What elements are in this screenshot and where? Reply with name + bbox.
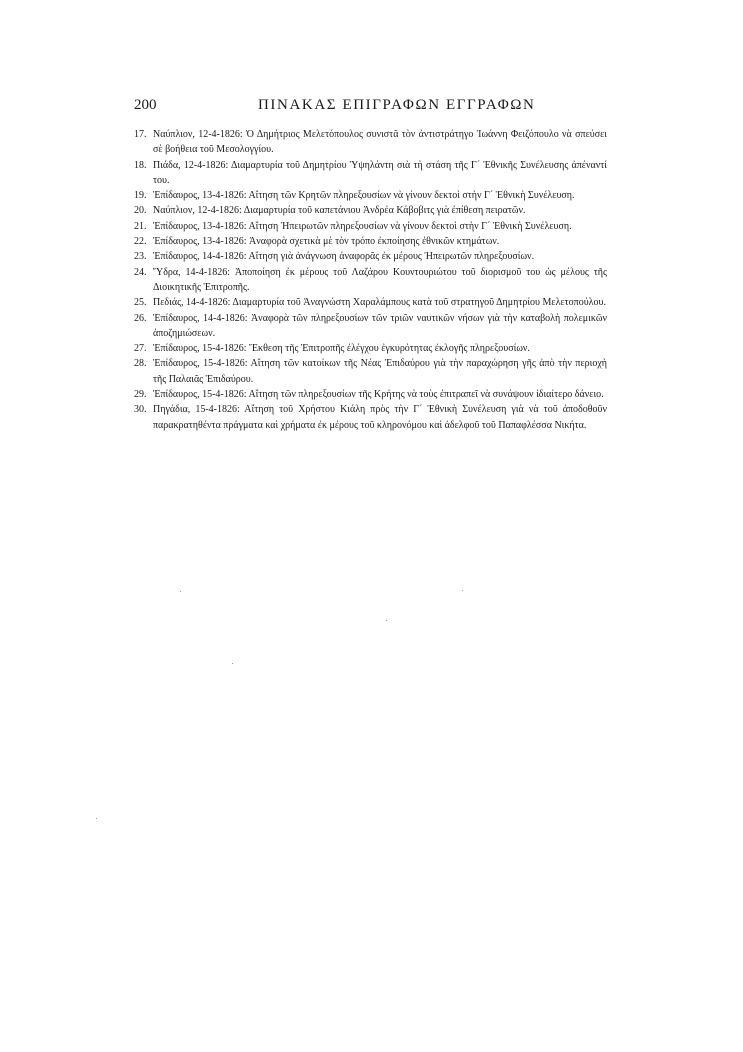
scan-speck bbox=[232, 663, 233, 664]
entry-number: 29. bbox=[134, 389, 147, 401]
entry-number: 28. bbox=[134, 358, 147, 370]
index-entry-28 bbox=[134, 356, 607, 387]
entry-text: Ναύπλιον, 12-4-1826: Ὁ Δημήτριος Μελετόπουλος συνιστᾶ τὸν ἀντιστράτηγο Ἰωάννη Φειζόπουλο νὰ σπεύσει σὲ βοήθεια τοῦ Μεσολογγίου. bbox=[153, 129, 607, 156]
index-entry-22 bbox=[134, 234, 607, 249]
entry-number: 18. bbox=[134, 159, 147, 171]
page-header bbox=[134, 97, 607, 119]
scan-speck bbox=[180, 591, 181, 592]
entry-text: Ἐπίδαυρος, 13-4-1826: Αἴτηση τῶν Κρητῶν πληρεξουσίων νὰ γίνουν δεκτοὶ στὴν Γ´ Ἐθνικὴ Συνέλευση. bbox=[153, 190, 575, 202]
running-title: ΠΙΝΑΚΑΣ ΕΠΙΓΡΑΦΩΝ ΕΓΓΡΑΦΩΝ bbox=[258, 97, 536, 113]
index-entry-21 bbox=[134, 219, 607, 234]
index-entry-29 bbox=[134, 387, 607, 402]
entry-text: Ἐπίδαυρος, 15-4-1826: Αἴτηση τῶν πληρεξουσίων τῆς Κρήτης νὰ τοὺς ἐπιτραπεῖ νὰ συνάψουν ἰδιαίτερο δάνειο. bbox=[153, 389, 604, 401]
entry-text: Ἐπίδαυρος, 14-4-1826: Ἀναφορὰ τῶν πληρεξουσίων τῶν τριῶν ναυτικῶν νήσων γιὰ τὴν καταβολὴ πολεμικῶν ἀποζημιώσεων. bbox=[153, 312, 607, 339]
entry-text: Ἐπίδαυρος, 15-4-1826: Ἔκθεση τῆς Ἐπιτροπῆς ἐλέγχου ἐγκυρότητας ἐκλογῆς πληρεξουσίων. bbox=[153, 343, 530, 355]
entry-number: 19. bbox=[134, 190, 147, 202]
entry-text: Ὕδρα, 14-4-1826: Ἀποποίηση ἐκ μέρους τοῦ Λαζάρου Κουντουριώτου τοῦ διορισμοῦ του ὡς μέλους τῆς Διοικητικῆς Ἐπιτροπῆς. bbox=[153, 266, 607, 293]
entry-text: Πηγάδια, 15-4-1826: Αἴτηση τοῦ Χρήστου Κιάλη πρὸς τὴν Γ´ Ἐθνικὴ Συνέλευση γιὰ νὰ τοῦ ἀποδοθοῦν παρακρατηθέντα πράγματα καὶ χρήματα ἐκ μέρους τοῦ κληρονόμου καὶ ἀδελφοῦ τοῦ Παπαφλέσσα Νικήτα. bbox=[153, 404, 607, 431]
entry-text: Πεδιάς, 14-4-1826: Διαμαρτυρία τοῦ Ἀναγνώστη Χαραλάμπους κατὰ τοῦ στρατηγοῦ Δημητρίου Μελετοπούλου. bbox=[153, 297, 606, 309]
entry-number: 25. bbox=[134, 297, 147, 309]
page-number: 200 bbox=[134, 97, 157, 113]
entry-number: 17. bbox=[134, 129, 147, 140]
entry-number: 21. bbox=[134, 220, 147, 232]
scan-speck bbox=[96, 818, 97, 819]
index-entry-18 bbox=[134, 158, 607, 189]
index-entry-23 bbox=[134, 249, 607, 264]
entry-text: Ἐπίδαυρος, 13-4-1826: Αἴτηση Ἠπειρωτῶν πληρεξουσίων νὰ γίνουν δεκτοὶ στὴν Γ´ Ἐθνικὴ Συνέλευση. bbox=[153, 220, 572, 232]
entry-text: Ἐπίδαυρος, 15-4-1826: Αἴτηση τῶν κατοίκων τῆς Νέας Ἐπιδαύρου γιὰ τὴν παραχώρηση γῆς ἀπὸ τὴν περιοχὴ τῆς Παλαιᾶς Ἐπιδαύρου. bbox=[153, 358, 607, 385]
index-entry-19 bbox=[134, 188, 607, 203]
entry-text: Ναύπλιον, 12-4-1826: Διαμαρτυρία τοῦ καπετάνιου Ἀνδρέα Κάβοβιτς γιὰ ἐπίθεση πειρατῶν. bbox=[153, 205, 526, 217]
document-index-list bbox=[134, 127, 607, 433]
scan-speck bbox=[462, 590, 463, 591]
entry-number: 26. bbox=[134, 312, 147, 324]
entry-text: Ἐπίδαυρος, 14-4-1826: Αἴτηση γιὰ ἀνάγνωση ἀναφορᾶς ἐκ μέρους Ἠπειρωτῶν πληρεξουσίων. bbox=[153, 251, 535, 263]
entry-number: 20. bbox=[134, 205, 147, 217]
entry-number: 30. bbox=[134, 404, 147, 416]
index-entry-26 bbox=[134, 311, 607, 342]
index-entry-25 bbox=[134, 295, 607, 310]
index-entry-30 bbox=[134, 402, 607, 433]
index-entry-17 bbox=[134, 127, 607, 158]
entry-number: 24. bbox=[134, 266, 147, 278]
index-entry-24 bbox=[134, 265, 607, 296]
entry-number: 23. bbox=[134, 251, 147, 263]
index-entry-20 bbox=[134, 203, 607, 218]
index-entry-27 bbox=[134, 341, 607, 356]
scan-speck bbox=[386, 620, 387, 621]
entry-text: Πιάδα, 12-4-1826: Διαμαρτυρία τοῦ Δημητρίου Ὑψηλάντη σιὰ τὴ στάση τῆς Γ´ Ἐθνικῆς Συνέλευσης ἀπέναντί του. bbox=[153, 159, 607, 186]
entry-text: Ἐπίδαυρος, 13-4-1826: Ἀναφορὰ σχετικὰ μὲ τὸν τρόπο ἐκποίησης ἐθνικῶν κτημάτων. bbox=[153, 236, 500, 248]
entry-number: 22. bbox=[134, 236, 147, 248]
entry-number: 27. bbox=[134, 343, 147, 355]
